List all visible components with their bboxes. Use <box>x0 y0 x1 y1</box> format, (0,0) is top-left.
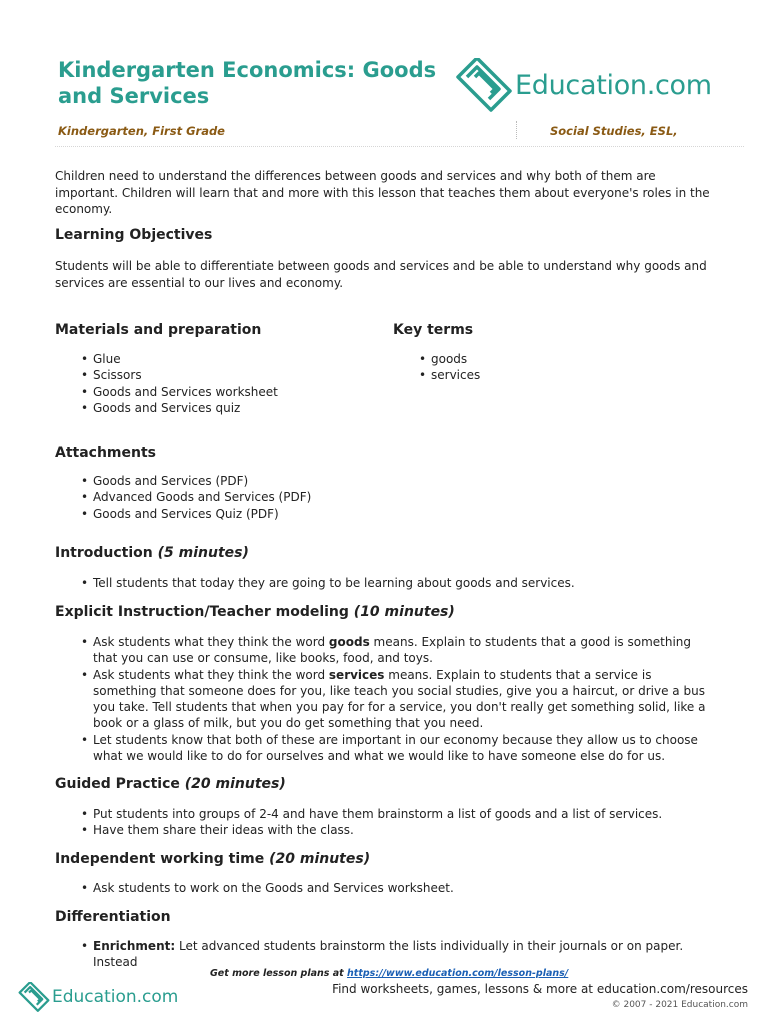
footer-cta: Get more lesson plans at https://www.education.com/lesson-plans/ <box>210 968 569 979</box>
key-terms-heading: Key terms <box>393 322 474 338</box>
list-item: • Ask students what they think the word services means. Explain to students that a service is something that someone does for you, like teach you social studies, give you a haircut, or drive a bus you take. Tell students that when you pay for for a service, you don't really get something solid, like a book or a glass of milk, but you do get something that you need. <box>55 667 713 732</box>
intro-paragraph: Children need to understand the differences between goods and services and why both of them are important. Children will learn that and more with this lesson that teaches them about everyone's roles in the economy. <box>55 169 710 216</box>
list-item: • Let students know that both of these are important in our economy because they allow us to choose what we would like to do for ourselves and what we would like to have someone else do for us. <box>55 732 713 765</box>
grade-levels: Kindergarten, First Grade <box>58 124 225 138</box>
footer-tagline: Find worksheets, games, lessons & more at education.com/resources <box>332 982 748 996</box>
list-item: • Enrichment: Let advanced students brainstorm the lists individually in their journals or on paper. Instead <box>55 938 713 971</box>
logo-wordmark: Education.com <box>515 69 712 101</box>
list-item: • Scissors <box>55 367 278 383</box>
independent-heading: Independent working time (20 minutes) <box>55 851 371 867</box>
subjects: Social Studies, ESL, <box>550 124 678 138</box>
explicit-heading: Explicit Instruction/Teacher modeling (10 minutes) <box>55 604 455 620</box>
attachment-link[interactable]: • Advanced Goods and Services (PDF) <box>55 489 311 505</box>
list-item: • Tell students that today they are going to be learning about goods and services. <box>55 575 713 591</box>
copyright: © 2007 - 2021 Education.com <box>611 1000 748 1010</box>
materials-list <box>55 351 278 416</box>
objectives-heading: Learning Objectives <box>55 227 213 243</box>
attachments-list <box>55 473 311 522</box>
header-separator <box>55 146 744 147</box>
list-item: • Ask students to work on the Goods and Services worksheet. <box>55 880 713 896</box>
list-item: • Put students into groups of 2-4 and have them brainstorm a list of goods and a list of services. <box>55 806 713 822</box>
footer-logo[interactable] <box>18 982 178 1012</box>
differentiation-heading: Differentiation <box>55 909 171 925</box>
introduction-heading: Introduction (5 minutes) <box>55 545 249 561</box>
list-item: • services <box>393 367 480 383</box>
differentiation-list <box>55 938 713 971</box>
list-item: • Ask students what they think the word goods means. Explain to students that a good is something that you can use or consume, like books, food, and toys. <box>55 634 713 667</box>
list-item: • Goods and Services quiz <box>55 400 278 416</box>
materials-heading: Materials and preparation <box>55 322 262 338</box>
list-item: • Glue <box>55 351 278 367</box>
footer-wordmark: Education.com <box>52 987 179 1007</box>
pencil-stack-icon <box>455 58 513 112</box>
guided-list <box>55 806 713 839</box>
independent-list <box>55 880 713 896</box>
pencil-stack-icon <box>18 982 50 1012</box>
list-item: • Goods and Services worksheet <box>55 384 278 400</box>
key-terms-list <box>393 351 480 384</box>
introduction-list <box>55 575 713 591</box>
explicit-list <box>55 634 713 764</box>
attachments-heading: Attachments <box>55 445 157 461</box>
attachment-link[interactable]: • Goods and Services Quiz (PDF) <box>55 506 311 522</box>
objectives-text: Students will be able to differentiate between goods and services and be able to understand why goods and services are essential to our lives and economy. <box>55 259 707 290</box>
guided-heading: Guided Practice (20 minutes) <box>55 776 286 792</box>
list-item: • goods <box>393 351 480 367</box>
page-title: Kindergarten Economics: Goods and Services <box>58 58 437 108</box>
education-logo[interactable] <box>455 58 712 112</box>
attachment-link[interactable]: • Goods and Services (PDF) <box>55 473 311 489</box>
meta-divider <box>516 121 517 139</box>
lesson-plans-link[interactable]: https://www.education.com/lesson-plans/ <box>347 968 569 979</box>
list-item: • Have them share their ideas with the class. <box>55 822 713 838</box>
